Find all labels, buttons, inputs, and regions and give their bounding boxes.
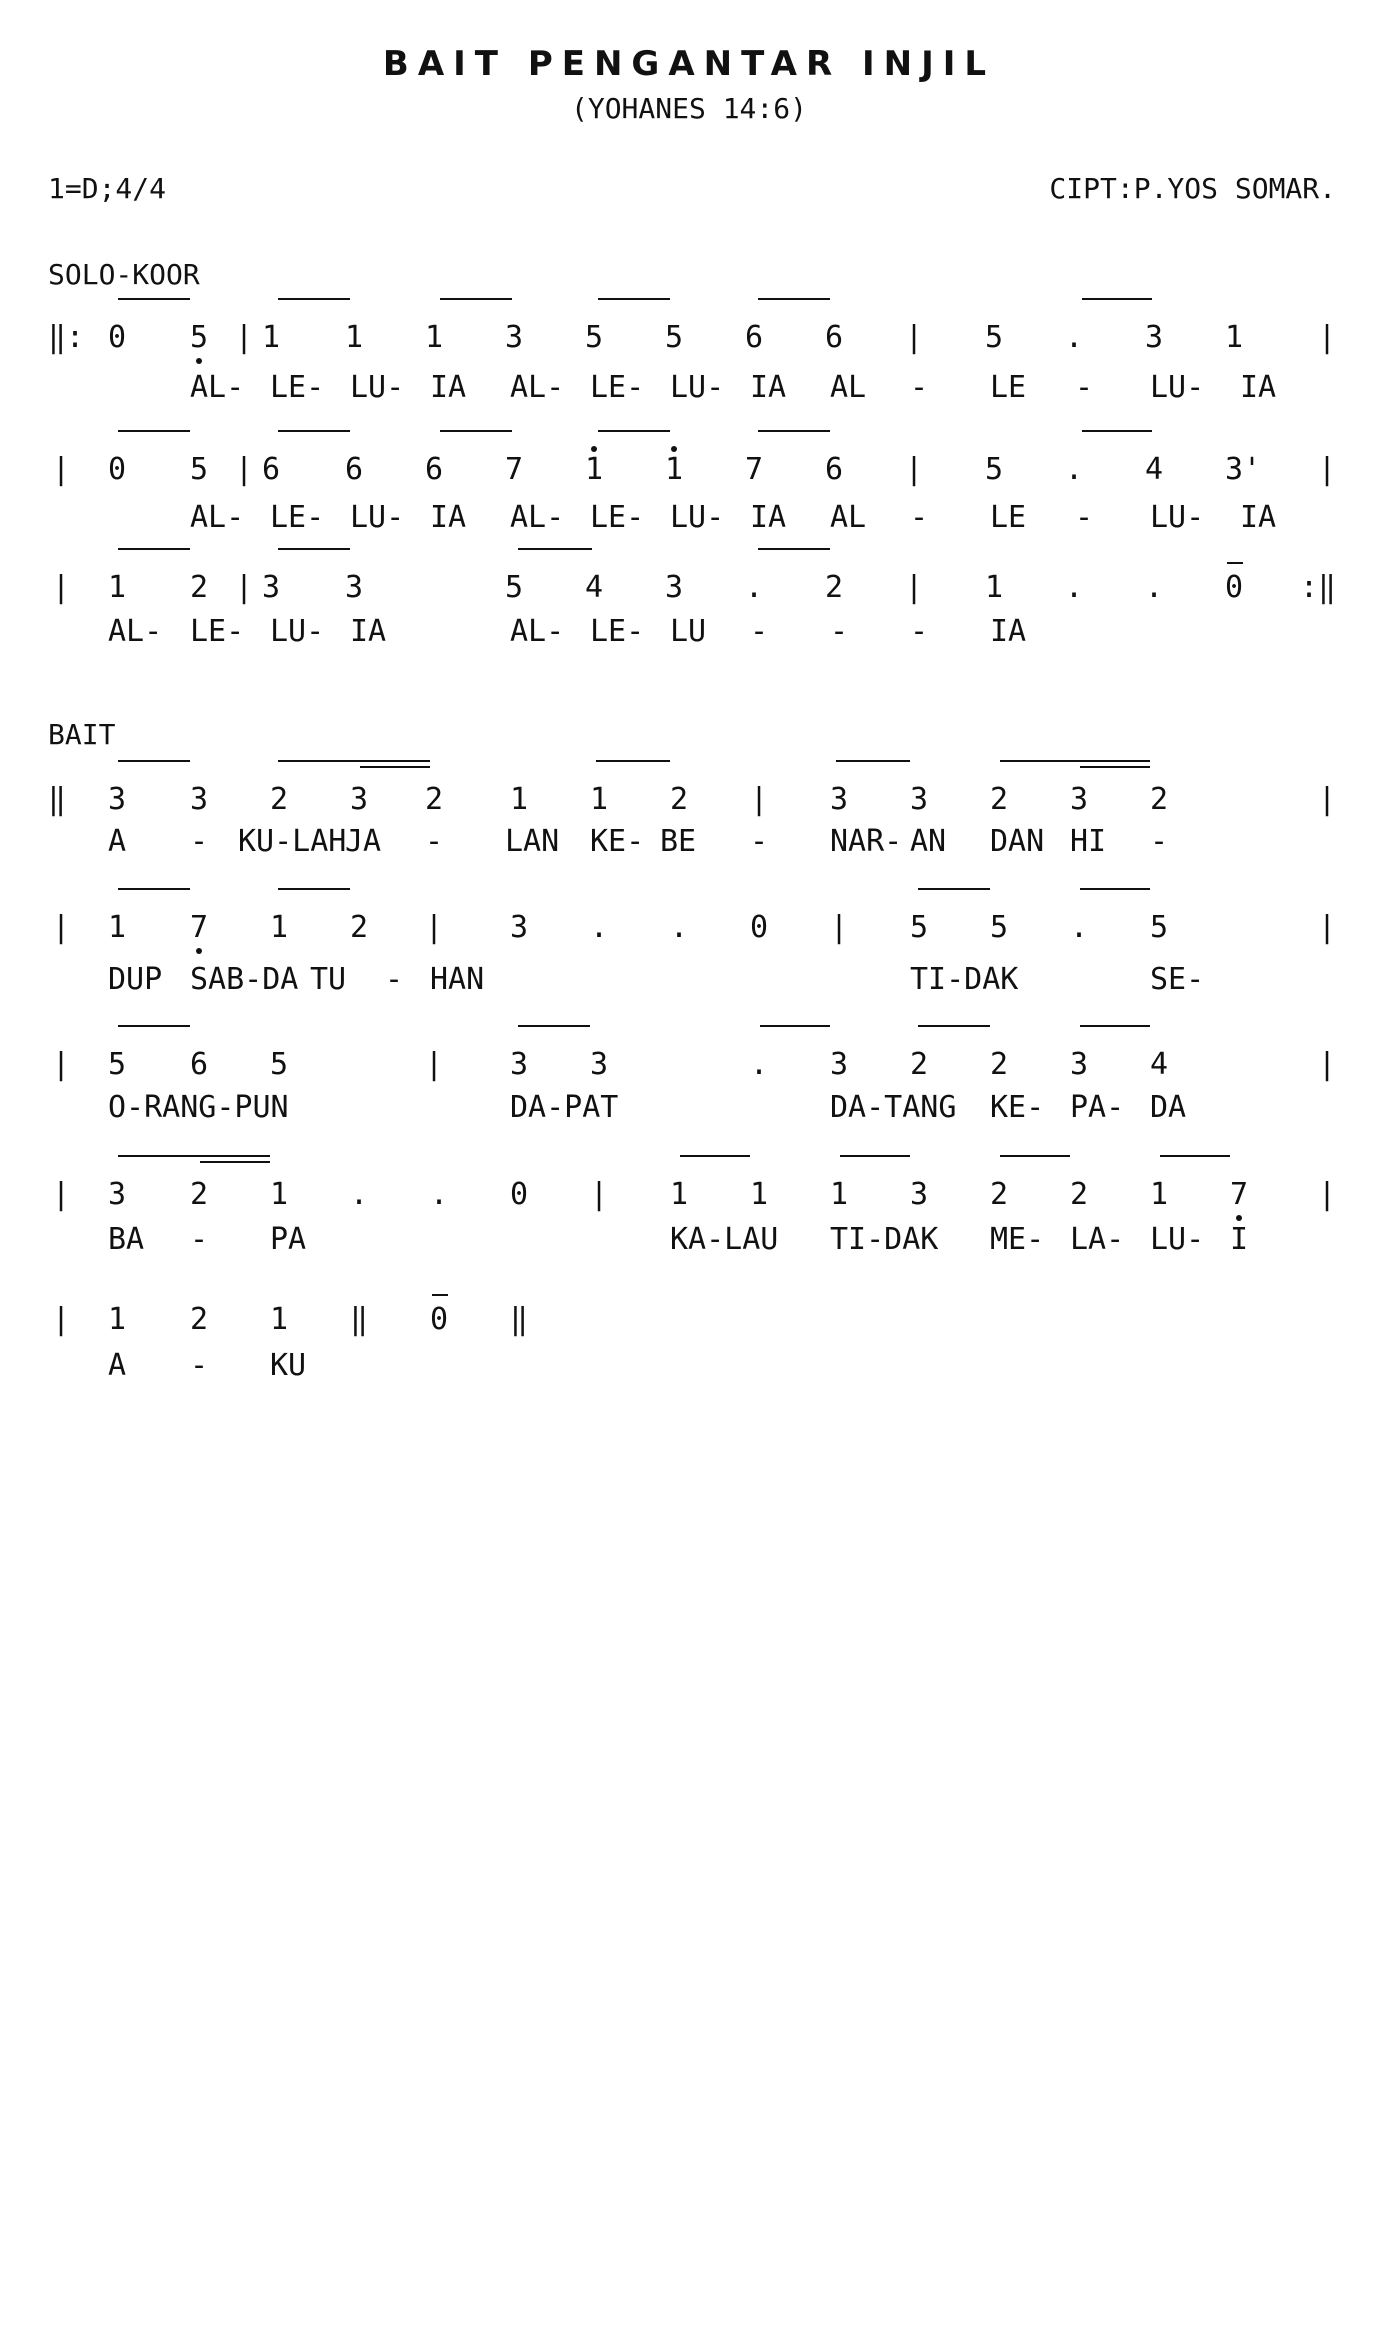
note: 5	[108, 1047, 127, 1082]
double-beam-line	[200, 1161, 270, 1163]
note: .	[750, 1047, 769, 1082]
lyric-syllable: LU-	[1150, 370, 1205, 405]
beam-line	[118, 1155, 270, 1157]
note: 3	[510, 910, 529, 945]
note: 1	[108, 570, 127, 605]
note: 2	[1070, 1177, 1089, 1212]
note: 2	[990, 1047, 1009, 1082]
lyric-syllable: -	[1075, 500, 1094, 535]
lyric-syllable: KE-	[990, 1090, 1045, 1125]
note: 2	[190, 570, 209, 605]
lyric-syllable: AL-	[510, 614, 565, 649]
barline: |	[52, 570, 71, 605]
note: 7	[505, 452, 524, 487]
lyric-syllable: I	[1230, 1222, 1249, 1257]
beam-line	[1080, 1025, 1150, 1027]
lyric-syllable: AN	[910, 824, 947, 859]
lyric-syllable: IA	[430, 500, 467, 535]
beam-line	[518, 1025, 590, 1027]
composer-credit: CIPT:P.YOS SOMAR.	[1049, 172, 1336, 205]
lyric-syllable: -	[190, 1348, 209, 1383]
note: 5	[270, 1047, 289, 1082]
lyric-syllable: PA-	[1070, 1090, 1125, 1125]
note: 1	[345, 320, 364, 355]
note: 2	[190, 1302, 209, 1337]
note: .	[1070, 910, 1089, 945]
lyric-syllable: IA	[1240, 370, 1277, 405]
lyric-syllable: LE-	[270, 370, 325, 405]
note: 1	[270, 1177, 289, 1212]
note: 1	[1225, 320, 1244, 355]
lyric-syllable: DA-TANG	[830, 1090, 957, 1125]
note: 5	[910, 910, 929, 945]
note: 6	[745, 320, 764, 355]
lyric-syllable: NAR-	[830, 824, 903, 859]
lyric-syllable: LE	[990, 370, 1027, 405]
page-title: BAIT PENGANTAR INJIL	[382, 44, 996, 84]
beam-line	[118, 430, 190, 432]
lyric-syllable: O-RANG-PUN	[108, 1090, 289, 1125]
barline: |	[750, 782, 769, 817]
note: 6	[825, 452, 844, 487]
lyric-syllable: DA-PAT	[510, 1090, 619, 1125]
lyric-syllable: A	[108, 1348, 127, 1383]
barline: |	[52, 910, 71, 945]
lyric-syllable: LU-	[1150, 500, 1205, 535]
note: 3	[345, 570, 364, 605]
lyric-syllable: LU-	[1150, 1222, 1205, 1257]
barline: |	[905, 452, 924, 487]
lyric-syllable: -	[750, 614, 769, 649]
note: 2	[270, 782, 289, 817]
note: 3	[830, 1047, 849, 1082]
note: 3	[1145, 320, 1164, 355]
note: 6	[425, 452, 444, 487]
note: 6	[825, 320, 844, 355]
beam-line	[1080, 888, 1150, 890]
note: 3	[1070, 1047, 1089, 1082]
note: 5	[190, 320, 209, 355]
beam-line	[518, 548, 592, 550]
beam-line	[118, 760, 190, 762]
beam-line	[598, 430, 670, 432]
lyric-syllable: AL	[830, 370, 867, 405]
lyric-syllable: ME-	[990, 1222, 1045, 1257]
note: 7	[745, 452, 764, 487]
lyric-syllable: LE-	[270, 500, 325, 535]
beam-line	[918, 888, 990, 890]
barline: |	[905, 320, 924, 355]
beam-line	[1000, 1155, 1070, 1157]
note: 3	[665, 570, 684, 605]
lyric-syllable: AL-	[510, 500, 565, 535]
lyric-syllable: IA	[1240, 500, 1277, 535]
note: 3	[910, 782, 929, 817]
note: 6	[262, 452, 281, 487]
lyric-syllable: LE-	[590, 614, 645, 649]
note: 3	[108, 1177, 127, 1212]
note: 4	[1145, 452, 1164, 487]
section-label-solo-koor: SOLO-KOOR	[48, 258, 200, 291]
note: 3	[590, 1047, 609, 1082]
note: 0	[750, 910, 769, 945]
beam-line	[118, 548, 190, 550]
barline: |	[52, 452, 71, 487]
lyric-syllable: LU-	[670, 370, 725, 405]
note: .	[1145, 570, 1164, 605]
beam-line	[758, 298, 830, 300]
barline: |	[590, 1177, 609, 1212]
lyric-syllable: IA	[750, 370, 787, 405]
lyric-syllable: -	[830, 614, 849, 649]
note: 0	[108, 452, 127, 487]
lyric-syllable: -	[910, 370, 929, 405]
note: 3	[505, 320, 524, 355]
note: 5	[665, 320, 684, 355]
lyric-syllable: IA	[430, 370, 467, 405]
beam-line	[1082, 298, 1152, 300]
note: 5	[505, 570, 524, 605]
lyric-syllable: LU-	[670, 500, 725, 535]
note: .	[1065, 570, 1084, 605]
lyric-syllable: -	[190, 1222, 209, 1257]
lyric-syllable: AL-	[190, 500, 245, 535]
note: .	[670, 910, 689, 945]
lyric-syllable: IA	[350, 614, 387, 649]
note: 7	[1230, 1177, 1249, 1212]
beam-line	[278, 548, 350, 550]
lyric-syllable: TU	[310, 962, 347, 997]
beam-line	[278, 298, 350, 300]
note: .	[745, 570, 764, 605]
lyric-syllable: HI	[1070, 824, 1107, 859]
note: 5	[190, 452, 209, 487]
note: 1	[270, 910, 289, 945]
note: 0	[430, 1302, 449, 1337]
barline: |	[1318, 1047, 1337, 1082]
note: 1	[830, 1177, 849, 1212]
note: .	[590, 910, 609, 945]
lyric-syllable: LE	[990, 500, 1027, 535]
barline: |	[52, 1047, 71, 1082]
note: 2	[425, 782, 444, 817]
lyric-syllable: -	[910, 614, 929, 649]
beam-line	[758, 430, 830, 432]
note: 3	[510, 1047, 529, 1082]
key-time-signature: 1=D;4/4	[48, 172, 167, 205]
note: 1	[425, 320, 444, 355]
note: 3	[262, 570, 281, 605]
barline: ‖	[510, 1302, 529, 1337]
lyric-syllable: AL-	[190, 370, 245, 405]
lyric-syllable: KU	[270, 1348, 307, 1383]
beam-line	[440, 430, 512, 432]
note: 0	[510, 1177, 529, 1212]
note: 2	[350, 910, 369, 945]
note: .	[430, 1177, 449, 1212]
double-beam-line	[360, 766, 430, 768]
barline: ‖	[350, 1302, 369, 1337]
octave-dot-above	[591, 446, 597, 452]
note: 2	[825, 570, 844, 605]
beam-line	[1000, 760, 1150, 762]
lyric-syllable: -	[190, 824, 209, 859]
lyric-syllable: PA	[270, 1222, 307, 1257]
note: 1	[665, 452, 684, 487]
beam-line	[278, 760, 430, 762]
note: 3'	[1225, 452, 1262, 487]
section-label-bait: BAIT	[48, 718, 116, 751]
barline: |	[235, 320, 254, 355]
lyric-syllable: DA	[1150, 1090, 1187, 1125]
beam-line	[278, 430, 350, 432]
lyric-syllable: -	[910, 500, 929, 535]
barline: |	[52, 1177, 71, 1212]
note: 3	[1070, 782, 1089, 817]
lyric-syllable: -	[425, 824, 444, 859]
lyric-syllable: HAN	[430, 962, 485, 997]
note: .	[1065, 452, 1084, 487]
barline: ‖:	[48, 320, 85, 355]
page-subtitle: (YOHANES 14:6)	[570, 92, 807, 125]
beam-line	[598, 298, 670, 300]
lyric-syllable: LU-	[350, 500, 405, 535]
lyric-syllable: BE	[660, 824, 697, 859]
lyric-syllable: DUP	[108, 962, 163, 997]
lyric-syllable: LAN	[505, 824, 560, 859]
note: 1	[108, 910, 127, 945]
note: 3	[190, 782, 209, 817]
note: 1	[270, 1302, 289, 1337]
note: 1	[750, 1177, 769, 1212]
beam-line	[760, 1025, 830, 1027]
octave-dot-above	[671, 446, 677, 452]
lyric-syllable: -	[1150, 824, 1169, 859]
octave-dot-below	[196, 948, 202, 954]
note: 6	[190, 1047, 209, 1082]
double-beam-line	[1080, 766, 1150, 768]
beam-line	[1160, 1155, 1230, 1157]
barline: |	[235, 570, 254, 605]
note: .	[1065, 320, 1084, 355]
lyric-syllable: AL-	[108, 614, 163, 649]
beam-line	[840, 1155, 910, 1157]
note: 3	[350, 782, 369, 817]
barline: |	[52, 1302, 71, 1337]
note: 1	[108, 1302, 127, 1337]
beam-line	[118, 888, 190, 890]
note: 5	[1150, 910, 1169, 945]
note: 1	[262, 320, 281, 355]
beam-line	[278, 888, 350, 890]
rest-overline	[1227, 562, 1243, 564]
lyric-syllable: -	[750, 824, 769, 859]
lyric-syllable: IA	[990, 614, 1027, 649]
lyric-syllable: LE-	[590, 370, 645, 405]
beam-line	[918, 1025, 990, 1027]
barline: |	[1318, 320, 1337, 355]
lyric-syllable: AL-	[510, 370, 565, 405]
note: 1	[670, 1177, 689, 1212]
beam-line	[1082, 430, 1152, 432]
lyric-syllable: KA-LAU	[670, 1222, 779, 1257]
beam-line	[836, 760, 910, 762]
note: 3	[830, 782, 849, 817]
barline: |	[1318, 1177, 1337, 1212]
barline: ‖	[48, 782, 67, 817]
note: 1	[510, 782, 529, 817]
note: 0	[108, 320, 127, 355]
note: .	[350, 1177, 369, 1212]
note: 2	[190, 1177, 209, 1212]
note: 5	[985, 320, 1004, 355]
barline: |	[830, 910, 849, 945]
note: 2	[670, 782, 689, 817]
lyric-syllable: A	[108, 824, 127, 859]
note: 2	[990, 1177, 1009, 1212]
lyric-syllable: LA-	[1070, 1222, 1125, 1257]
beam-line	[440, 298, 512, 300]
lyric-syllable: KE-	[590, 824, 645, 859]
lyric-syllable: SAB-DA	[190, 962, 299, 997]
beam-line	[596, 760, 670, 762]
barline: |	[1318, 910, 1337, 945]
rest-overline	[432, 1294, 448, 1296]
beam-line	[118, 1025, 190, 1027]
barline: :‖	[1300, 570, 1337, 605]
lyric-syllable: SE-	[1150, 962, 1205, 997]
note: 4	[1150, 1047, 1169, 1082]
lyric-syllable: LE-	[190, 614, 245, 649]
lyric-syllable: DAN	[990, 824, 1045, 859]
lyric-syllable: LU-	[350, 370, 405, 405]
note: 2	[990, 782, 1009, 817]
note: 3	[108, 782, 127, 817]
lyric-syllable: LE-	[590, 500, 645, 535]
note: 3	[910, 1177, 929, 1212]
lyric-syllable: BA	[108, 1222, 145, 1257]
barline: |	[905, 570, 924, 605]
lyric-syllable: IA	[750, 500, 787, 535]
lyric-syllable: LU	[670, 614, 707, 649]
barline: |	[425, 1047, 444, 1082]
note: 5	[985, 452, 1004, 487]
barline: |	[425, 910, 444, 945]
note: 4	[585, 570, 604, 605]
note: 7	[190, 910, 209, 945]
note: 2	[910, 1047, 929, 1082]
note: 6	[345, 452, 364, 487]
note: 2	[1150, 782, 1169, 817]
beam-line	[758, 548, 830, 550]
lyric-syllable: JA	[345, 824, 382, 859]
note: 5	[990, 910, 1009, 945]
barline: |	[1318, 452, 1337, 487]
octave-dot-below	[196, 358, 202, 364]
note: 0	[1225, 570, 1244, 605]
note: 1	[985, 570, 1004, 605]
lyric-syllable: AL	[830, 500, 867, 535]
barline: |	[1318, 782, 1337, 817]
note: 1	[1150, 1177, 1169, 1212]
lyric-syllable: TI-DAK	[910, 962, 1019, 997]
note: 1	[590, 782, 609, 817]
lyric-syllable: -	[385, 962, 404, 997]
lyric-syllable: KU-LAH	[238, 824, 347, 859]
barline: |	[235, 452, 254, 487]
lyric-syllable: TI-DAK	[830, 1222, 939, 1257]
lyric-syllable: -	[1075, 370, 1094, 405]
beam-line	[680, 1155, 750, 1157]
lyric-syllable: LU-	[270, 614, 325, 649]
beam-line	[118, 298, 190, 300]
note: 5	[585, 320, 604, 355]
note: 1	[585, 452, 604, 487]
